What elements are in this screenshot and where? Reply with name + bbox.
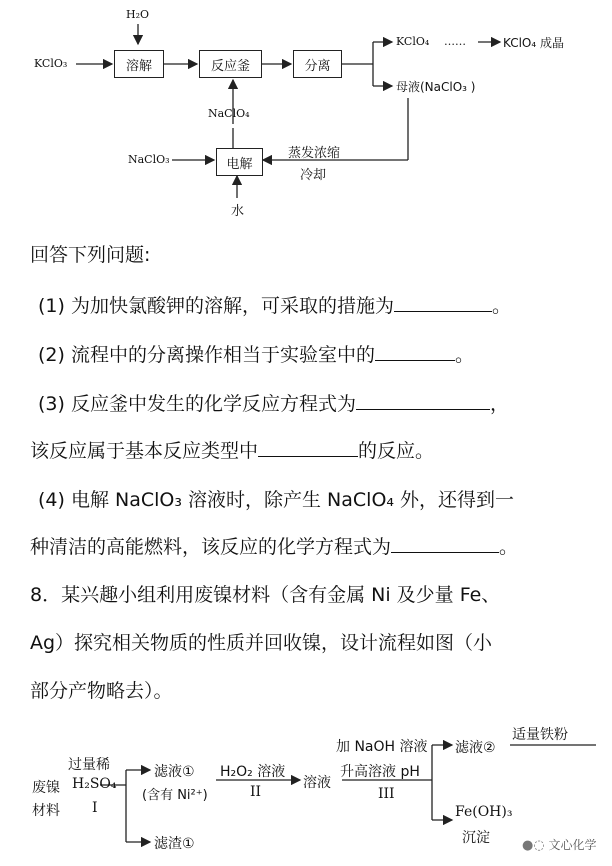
question-3-line-2 bbox=[30, 436, 434, 463]
question-2-text: (2) 流程中的分离操作相当于实验室中的 bbox=[38, 344, 375, 366]
question-2-end: 。 bbox=[454, 344, 474, 366]
question-4-end: 。 bbox=[499, 536, 519, 558]
question-1-end: 。 bbox=[491, 295, 511, 317]
mother-liquor-label: 母液(NaClO₃ ) bbox=[396, 80, 476, 94]
kclo3-label: KClO₃ bbox=[34, 57, 68, 70]
iron-powder-label: 适量铁粉 bbox=[512, 727, 568, 743]
question-3 bbox=[38, 389, 509, 416]
reagent-3-label-2: 升高溶液 pH bbox=[340, 764, 420, 780]
question-8-line-2: Ag）探究相关物质的性质并回收镍，设计流程如图（小 bbox=[30, 632, 493, 654]
dots-label: …… bbox=[444, 35, 466, 48]
acid-label-2: H₂SO₄ bbox=[72, 776, 117, 792]
reagent-3-label-1: 加 NaOH 溶液 bbox=[336, 739, 428, 755]
filtrate-1-label: 滤液① bbox=[154, 764, 195, 780]
evaporate-label: 蒸发浓缩 bbox=[288, 146, 341, 161]
intro-text: 回答下列问题: bbox=[30, 244, 151, 266]
raw-material-label-1: 废镍 bbox=[32, 780, 60, 796]
question-3-end: ， bbox=[489, 393, 509, 415]
question-3-line2-b: 的反应。 bbox=[358, 440, 435, 462]
raw-material-label-2: 材料 bbox=[32, 803, 60, 819]
reactor-box: 反应釜 bbox=[199, 50, 262, 78]
question-8-line-3: 部分产物略去）。 bbox=[30, 680, 173, 702]
watermark bbox=[522, 836, 597, 853]
step-2-label: II bbox=[250, 784, 262, 800]
question-1 bbox=[38, 291, 511, 318]
step-3-label: III bbox=[378, 786, 395, 802]
precipitate-label: 沉淀 bbox=[462, 830, 490, 846]
answer-blank-4[interactable] bbox=[391, 538, 499, 553]
water-label: 水 bbox=[231, 204, 245, 219]
answer-blank-3a[interactable] bbox=[356, 395, 490, 410]
solution-label: 溶液 bbox=[303, 775, 331, 791]
residue-1-label: 滤渣① bbox=[154, 836, 195, 852]
question-3-line2-a: 该反应属于基本反应类型中 bbox=[30, 440, 259, 462]
question-1-text: (1) 为加快氯酸钾的溶解，可采取的措施为 bbox=[38, 295, 394, 317]
question-3-text: (3) 反应釜中发生的化学反应方程式为 bbox=[38, 393, 356, 415]
step-1-label: I bbox=[92, 800, 98, 816]
kclo4-product-label: KClO₄ 成晶 bbox=[503, 36, 564, 50]
answer-blank-1[interactable] bbox=[394, 297, 492, 312]
electrolysis-box: 电解 bbox=[216, 148, 263, 176]
naclo4-label: NaClO₄ bbox=[208, 107, 250, 120]
kclo4-top-label: KClO₄ bbox=[396, 35, 430, 48]
wechat-icon: ●◌ bbox=[522, 838, 545, 853]
reagent-2-label: H₂O₂ 溶液 bbox=[220, 764, 286, 780]
cool-label: 冷却 bbox=[300, 168, 327, 183]
watermark-text: 文心化学 bbox=[548, 838, 597, 852]
question-2 bbox=[38, 340, 474, 367]
h2o-label: H₂O bbox=[126, 8, 150, 21]
acid-label-1: 过量稀 bbox=[68, 757, 110, 773]
answer-blank-2[interactable] bbox=[375, 346, 455, 361]
question-8-line-1: 8．某兴趣小组利用废镍材料（含有金属 Ni 及少量 Fe、 bbox=[30, 584, 501, 606]
feoh3-label: Fe(OH)₃ bbox=[455, 804, 513, 820]
naclo3-input-label: NaClO₃ bbox=[128, 153, 170, 166]
filtrate-1-note: (含有 Ni²⁺) bbox=[142, 788, 208, 803]
question-4-line2-text: 种清洁的高能燃料，该反应的化学方程式为 bbox=[30, 536, 392, 558]
question-4-line-2 bbox=[30, 532, 518, 559]
dissolve-box: 溶解 bbox=[114, 50, 164, 78]
answer-blank-3b[interactable] bbox=[258, 442, 358, 457]
separate-box: 分离 bbox=[293, 50, 342, 78]
question-4-line-1: (4) 电解 NaClO₃ 溶液时，除产生 NaClO₄ 外，还得到一 bbox=[38, 489, 515, 511]
filtrate-2-label: 滤液② bbox=[455, 740, 496, 756]
